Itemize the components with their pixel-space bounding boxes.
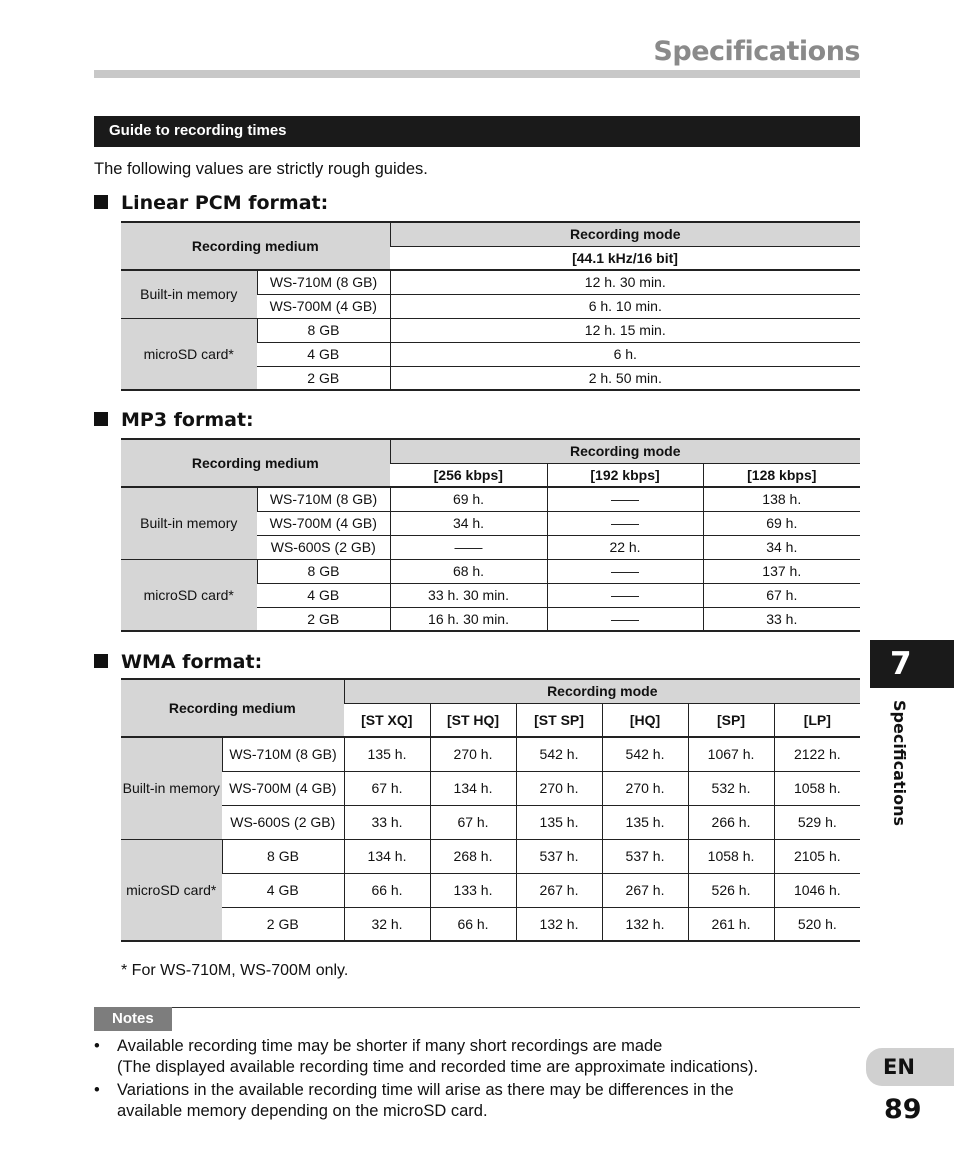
square-bullet-icon (94, 654, 108, 668)
mode-header: [ST XQ] (344, 703, 430, 737)
mode-header: [SP] (688, 703, 774, 737)
value-cell: 132 h. (516, 907, 602, 941)
value-cell: 532 h. (688, 771, 774, 805)
notes-list (94, 1036, 864, 1124)
value-cell: 67 h. (430, 805, 516, 839)
microsd-card-label: microSD card* (121, 559, 257, 631)
value-cell: —— (390, 535, 547, 559)
value-cell: 12 h. 30 min. (390, 270, 860, 294)
value-cell: 132 h. (602, 907, 688, 941)
note-item (94, 1036, 864, 1078)
value-cell: 69 h. (390, 487, 547, 511)
value-cell: 67 h. (703, 583, 860, 607)
value-cell: 268 h. (430, 839, 516, 873)
value-cell: 67 h. (344, 771, 430, 805)
device-cell: 4 GB (222, 873, 344, 907)
value-cell: 33 h. (344, 805, 430, 839)
linear-pcm-table (121, 221, 860, 391)
wma-heading (94, 651, 262, 673)
value-cell: 270 h. (516, 771, 602, 805)
value-cell: 133 h. (430, 873, 516, 907)
value-cell: 135 h. (344, 737, 430, 771)
footnote: * For WS-710M, WS-700M only. (121, 962, 349, 979)
note-line: Available recording time may be shorter if many short recordings are made (117, 1037, 663, 1055)
device-cell: 8 GB (222, 839, 344, 873)
value-cell: 33 h. (703, 607, 860, 631)
device-cell: 8 GB (257, 559, 390, 583)
value-cell: 6 h. 10 min. (390, 294, 860, 318)
recording-medium-header: Recording medium (121, 222, 390, 270)
value-cell: 32 h. (344, 907, 430, 941)
page-title: Specifications (653, 36, 860, 67)
note-line: Variations in the available recording time will arise as there may be differences in the (117, 1081, 734, 1099)
value-cell: 1046 h. (774, 873, 860, 907)
recording-medium-header: Recording medium (121, 679, 344, 737)
value-cell: 68 h. (390, 559, 547, 583)
value-cell: 135 h. (516, 805, 602, 839)
value-cell: 138 h. (703, 487, 860, 511)
value-cell: 6 h. (390, 342, 860, 366)
linear-pcm-heading (94, 192, 328, 214)
value-cell: —— (547, 511, 703, 535)
built-in-memory-label: Built-in memory (121, 270, 257, 318)
value-cell: 2122 h. (774, 737, 860, 771)
device-cell: WS-710M (8 GB) (222, 737, 344, 771)
device-cell: 4 GB (257, 342, 390, 366)
note-line: available memory depending on the microSD card. (117, 1102, 488, 1120)
notes-tab (94, 1007, 172, 1031)
device-cell: 4 GB (257, 583, 390, 607)
value-cell: —— (547, 607, 703, 631)
value-cell: 261 h. (688, 907, 774, 941)
device-cell: WS-600S (2 GB) (222, 805, 344, 839)
device-cell: 2 GB (257, 366, 390, 390)
mp3-heading-text: MP3 format: (121, 409, 254, 431)
bullet-icon: • (94, 1037, 100, 1055)
value-cell: 12 h. 15 min. (390, 318, 860, 342)
device-cell: 2 GB (222, 907, 344, 941)
device-cell: WS-700M (4 GB) (257, 511, 390, 535)
value-cell: —— (547, 559, 703, 583)
guide-bar (94, 116, 860, 147)
wma-table (121, 678, 860, 942)
value-cell: 537 h. (602, 839, 688, 873)
device-cell: 2 GB (257, 607, 390, 631)
note-line: (The displayed available recording time and recorded time are approximate indications). (117, 1058, 759, 1076)
built-in-memory-label: Built-in memory (121, 737, 222, 839)
value-cell: 537 h. (516, 839, 602, 873)
title-rule (94, 70, 860, 78)
value-cell: 135 h. (602, 805, 688, 839)
value-cell: 34 h. (390, 511, 547, 535)
side-label-text: Specifications (890, 700, 909, 826)
device-cell: 8 GB (257, 318, 390, 342)
recording-mode-header: Recording mode (344, 679, 860, 703)
language-tab (866, 1048, 954, 1086)
value-cell: 2105 h. (774, 839, 860, 873)
square-bullet-icon (94, 412, 108, 426)
mode-header: [256 kbps] (390, 463, 547, 487)
value-cell: 34 h. (703, 535, 860, 559)
value-cell: 1058 h. (774, 771, 860, 805)
note-item (94, 1080, 864, 1122)
value-cell: 66 h. (430, 907, 516, 941)
mode-header: [ST SP] (516, 703, 602, 737)
side-label (890, 700, 910, 830)
mode-header: [128 kbps] (703, 463, 860, 487)
value-cell: 16 h. 30 min. (390, 607, 547, 631)
chapter-number: 7 (890, 646, 912, 682)
value-cell: 66 h. (344, 873, 430, 907)
mp3-heading (94, 409, 254, 431)
microsd-card-label: microSD card* (121, 318, 257, 390)
device-cell: WS-710M (8 GB) (257, 270, 390, 294)
recording-mode-header: Recording mode (390, 222, 860, 246)
value-cell: 542 h. (602, 737, 688, 771)
value-cell: 33 h. 30 min. (390, 583, 547, 607)
value-cell: 134 h. (430, 771, 516, 805)
page-number: 89 (884, 1094, 922, 1125)
device-cell: WS-700M (4 GB) (257, 294, 390, 318)
device-cell: WS-600S (2 GB) (257, 535, 390, 559)
recording-mode-header: Recording mode (390, 439, 860, 463)
microsd-card-label: microSD card* (121, 839, 222, 941)
value-cell: 270 h. (602, 771, 688, 805)
value-cell: 69 h. (703, 511, 860, 535)
built-in-memory-label: Built-in memory (121, 487, 257, 559)
value-cell: —— (547, 583, 703, 607)
value-cell: 520 h. (774, 907, 860, 941)
mode-header: [44.1 kHz/16 bit] (390, 246, 860, 270)
value-cell: 1067 h. (688, 737, 774, 771)
notes-rule (94, 1007, 860, 1008)
value-cell: 267 h. (516, 873, 602, 907)
mode-header: [HQ] (602, 703, 688, 737)
square-bullet-icon (94, 195, 108, 209)
value-cell: 526 h. (688, 873, 774, 907)
value-cell: 267 h. (602, 873, 688, 907)
value-cell: 1058 h. (688, 839, 774, 873)
language-label: EN (883, 1055, 915, 1079)
bullet-icon: • (94, 1081, 100, 1099)
mode-header: [ST HQ] (430, 703, 516, 737)
guide-label: Guide to recording times (109, 122, 287, 139)
intro-text: The following values are strictly rough guides. (94, 160, 428, 178)
device-cell: WS-700M (4 GB) (222, 771, 344, 805)
value-cell: 542 h. (516, 737, 602, 771)
mode-header: [192 kbps] (547, 463, 703, 487)
value-cell: —— (547, 487, 703, 511)
wma-heading-text: WMA format: (121, 651, 263, 673)
value-cell: 266 h. (688, 805, 774, 839)
recording-medium-header: Recording medium (121, 439, 390, 487)
value-cell: 134 h. (344, 839, 430, 873)
notes-label: Notes (112, 1010, 154, 1027)
mp3-table (121, 438, 860, 632)
value-cell: 22 h. (547, 535, 703, 559)
value-cell: 2 h. 50 min. (390, 366, 860, 390)
linear-pcm-heading-text: Linear PCM format: (121, 192, 329, 214)
value-cell: 529 h. (774, 805, 860, 839)
device-cell: WS-710M (8 GB) (257, 487, 390, 511)
value-cell: 137 h. (703, 559, 860, 583)
chapter-tab (870, 640, 954, 688)
value-cell: 270 h. (430, 737, 516, 771)
mode-header: [LP] (774, 703, 860, 737)
